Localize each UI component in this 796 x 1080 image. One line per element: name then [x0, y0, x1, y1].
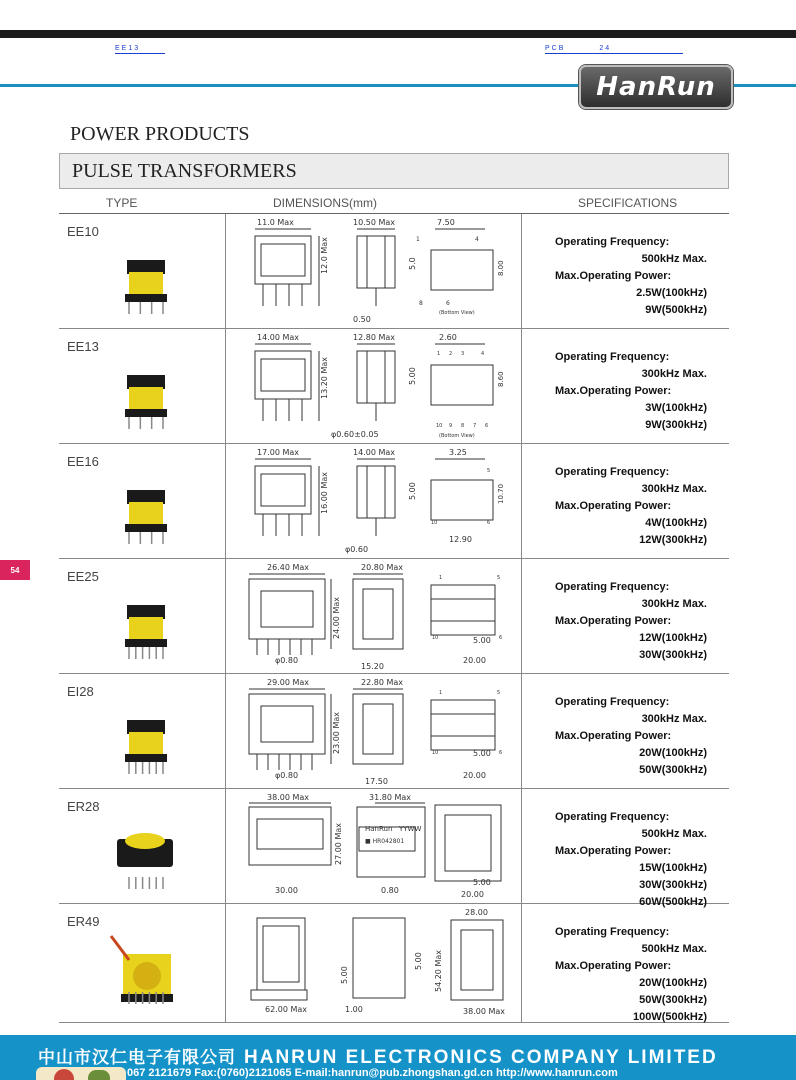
transformer-photo-icon [109, 819, 181, 891]
header-link-left[interactable]: EE13 [115, 45, 165, 54]
dimension-label: 17.50 [365, 777, 388, 786]
dimension-label: 5.00 [473, 878, 491, 887]
dimension-label: 14.00 Max [353, 448, 395, 457]
dimension-label: 8 [461, 423, 465, 429]
dimension-label: 22.80 Max [361, 678, 403, 687]
dimension-label: 5.00 [340, 966, 349, 984]
dimension-label: 12.80 Max [353, 333, 395, 342]
dimension-label: (Bottom View) [439, 310, 475, 316]
dimension-drawing [235, 789, 515, 903]
dimension-label: 23.00 Max [332, 712, 341, 754]
col-head-dimensions: DIMENSIONS(mm) [273, 196, 377, 210]
col-head-specifications: SPECIFICATIONS [578, 196, 678, 210]
specifications [555, 809, 707, 911]
dimension-label: φ0.60 [345, 545, 369, 554]
specifications [555, 694, 707, 779]
col-head-type: TYPE [106, 196, 138, 210]
dimension-label: 6 [499, 750, 503, 756]
dimension-label: 29.00 Max [267, 678, 309, 687]
spec-power-label: Max.Operating Power: [555, 385, 672, 397]
dimension-label: 17.00 Max [257, 448, 299, 457]
page-tab: 54 [0, 560, 30, 580]
spec-freq-value: 500kHz Max. [641, 828, 707, 840]
spec-power-label: Max.Operating Power: [555, 270, 672, 282]
product-type: ER49 [67, 914, 100, 929]
dimension-label: 7 [473, 423, 477, 429]
top-bar [0, 30, 796, 38]
dimension-label: 4 [475, 236, 479, 243]
dimension-label: 2 [449, 351, 453, 357]
spec-power-value: 100W(500kHz) [633, 1011, 707, 1023]
header-link-right-b: 24 [599, 45, 612, 52]
dimension-label: 3.25 [449, 448, 467, 457]
dimension-label: 1 [437, 351, 441, 357]
spec-power-label: Max.Operating Power: [555, 960, 672, 972]
table-row [59, 674, 729, 789]
dimension-drawing [235, 559, 515, 673]
spec-freq-label: Operating Frequency: [555, 236, 670, 248]
spec-power-value: 20W(100kHz) [639, 977, 707, 989]
company-name [38, 1043, 718, 1069]
dimension-drawing [235, 444, 515, 558]
spec-freq-label: Operating Frequency: [555, 466, 670, 478]
dimension-label: 13.20 Max [320, 357, 329, 399]
section-title: POWER PRODUCTS [70, 123, 250, 145]
spec-power-value: 30W(300kHz) [639, 879, 707, 891]
dimension-label: 38.00 Max [267, 793, 309, 802]
specifications [555, 234, 707, 319]
dimension-label: 8.00 [497, 260, 505, 276]
dimension-label: 8 [419, 300, 423, 307]
dimension-label: 0.80 [381, 886, 399, 895]
dimension-label: 1 [439, 690, 443, 696]
dimension-label: 1.00 [345, 1005, 363, 1014]
dimension-label: 1 [416, 236, 420, 243]
dimension-label: 12.0 Max [320, 237, 329, 274]
dimension-label: 6 [487, 520, 491, 526]
hanrun-logo [579, 65, 733, 109]
dimension-label: 5 [497, 575, 501, 581]
company-name-cn: 中山市汉仁电子有限公司 [38, 1048, 236, 1067]
product-type: EE16 [67, 454, 99, 469]
product-type: EI28 [67, 684, 94, 699]
table-row [59, 444, 729, 559]
dimension-label: HanRun [365, 825, 393, 833]
spec-power-label: Max.Operating Power: [555, 615, 672, 627]
dimension-drawing [235, 214, 515, 328]
transformer-photo-icon [109, 704, 181, 776]
dimension-label: 20.80 Max [361, 563, 403, 572]
transformer-photo-icon [109, 589, 181, 661]
dimension-label: 5.0 [408, 257, 417, 270]
table-row [59, 904, 729, 1023]
spec-power-value: 2.5W(100kHz) [636, 287, 707, 299]
dimension-label: 24.00 Max [332, 597, 341, 639]
spec-freq-value: 300kHz Max. [641, 713, 707, 725]
spec-freq-label: Operating Frequency: [555, 926, 670, 938]
dimension-label: 5.00 [473, 636, 491, 645]
spec-freq-value: 500kHz Max. [641, 943, 707, 955]
specifications [555, 464, 707, 549]
dimension-label: 1 [439, 575, 443, 581]
product-type: EE13 [67, 339, 99, 354]
dimension-drawing [235, 904, 515, 1018]
specifications [555, 924, 707, 1026]
dimension-label: YYWW [399, 825, 422, 833]
dimension-label: 20.00 [463, 771, 486, 780]
dimension-label: 54.20 Max [434, 950, 443, 992]
spec-power-value: 20W(100kHz) [639, 747, 707, 759]
dimension-label: 62.00 Max [265, 1005, 307, 1014]
dimension-label: 6 [446, 300, 450, 307]
dimension-label: 8.60 [497, 371, 505, 387]
dimension-label: 38.00 Max [463, 1007, 505, 1016]
dimension-label: 4 [481, 351, 485, 357]
spec-power-value: 50W(300kHz) [639, 994, 707, 1006]
dimension-label: φ0.60±0.05 [331, 430, 379, 439]
dimension-label: 11.0 Max [257, 218, 294, 227]
spec-power-label: Max.Operating Power: [555, 730, 672, 742]
dimension-label: 2.60 [439, 333, 457, 342]
header-link-right-a: PCB [545, 45, 566, 52]
product-type: EE10 [67, 224, 99, 239]
spec-power-value: 9W(300kHz) [645, 419, 707, 431]
spec-freq-label: Operating Frequency: [555, 696, 670, 708]
dimension-label: 5.00 [414, 952, 423, 970]
dimension-label: 5.00 [408, 367, 417, 385]
specifications [555, 349, 707, 434]
category-title: PULSE TRANSFORMERS [72, 160, 297, 182]
specifications [555, 579, 707, 664]
spec-freq-value: 500kHz Max. [641, 253, 707, 265]
dimension-label: 5 [497, 690, 501, 696]
dimension-label: 15.20 [361, 662, 384, 671]
dimension-label: 26.40 Max [267, 563, 309, 572]
company-name-en: HANRUN ELECTRONICS COMPANY LIMITED [244, 1047, 718, 1068]
spec-power-value: 12W(100kHz) [639, 632, 707, 644]
header-link-right[interactable] [545, 45, 683, 54]
spec-freq-label: Operating Frequency: [555, 811, 670, 823]
company-seal-icon [36, 1067, 126, 1080]
spec-power-value: 4W(100kHz) [645, 517, 707, 529]
dimension-label: 27.00 Max [334, 823, 343, 865]
spec-freq-label: Operating Frequency: [555, 351, 670, 363]
spec-freq-value: 300kHz Max. [641, 483, 707, 495]
dimension-label: 10 [436, 423, 443, 429]
dimension-label: 6 [485, 423, 489, 429]
dimension-label: 28.00 [465, 908, 488, 917]
transformer-photo-icon [109, 934, 181, 1006]
dimension-label: 10.70 [497, 483, 505, 504]
spec-power-value: 60W(500kHz) [639, 896, 707, 908]
dimension-label: 6 [499, 635, 503, 641]
dimension-label: φ0.80 [275, 771, 299, 780]
dimension-label: 0.50 [353, 315, 371, 324]
dimension-label: 20.00 [461, 890, 484, 899]
dimension-label: 3 [461, 351, 465, 357]
dimension-label: 12.90 [449, 535, 472, 544]
spec-power-value: 3W(100kHz) [645, 402, 707, 414]
category-band [59, 153, 729, 189]
dimension-drawing [235, 329, 515, 443]
dimension-label: ■ HR042801 [365, 838, 405, 845]
spec-power-value: 9W(500kHz) [645, 304, 707, 316]
table-row [59, 329, 729, 444]
dimension-label: 16.00 Max [320, 472, 329, 514]
dimension-label: 30.00 [275, 886, 298, 895]
product-table [59, 213, 729, 1023]
spec-freq-value: 300kHz Max. [641, 598, 707, 610]
table-row [59, 559, 729, 674]
logo-text: HanRun [596, 72, 716, 102]
dimension-label: 10 [431, 520, 438, 526]
dimension-label: 5.00 [473, 749, 491, 758]
spec-power-value: 15W(100kHz) [639, 862, 707, 874]
dimension-label: 14.00 Max [257, 333, 299, 342]
product-type: EE25 [67, 569, 99, 584]
dimension-label: 10 [432, 750, 439, 756]
dimension-label: 20.00 [463, 656, 486, 665]
spec-power-label: Max.Operating Power: [555, 500, 672, 512]
spec-freq-value: 300kHz Max. [641, 368, 707, 380]
dimension-label: 5.00 [408, 482, 417, 500]
table-row [59, 214, 729, 329]
spec-power-value: 12W(300kHz) [639, 534, 707, 546]
table-row [59, 789, 729, 908]
dimension-label: 10.50 Max [353, 218, 395, 227]
contact-line: 067 2121679 Fax:(0760)2121065 E-mail:hanrun@pub.zhongshan.gd.cn http://www.hanrun.com [127, 1067, 618, 1079]
transformer-photo-icon [109, 359, 181, 431]
product-type: ER28 [67, 799, 100, 814]
dimension-label: φ0.80 [275, 656, 299, 665]
dimension-label: 7.50 [437, 218, 455, 227]
dimension-label: (Bottom View) [439, 433, 475, 439]
spec-power-value: 50W(300kHz) [639, 764, 707, 776]
transformer-photo-icon [109, 244, 181, 316]
spec-power-value: 30W(300kHz) [639, 649, 707, 661]
transformer-photo-icon [109, 474, 181, 546]
spec-power-label: Max.Operating Power: [555, 845, 672, 857]
dimension-label: 9 [449, 423, 453, 429]
dimension-label: 5 [487, 468, 491, 474]
dimension-drawing [235, 674, 515, 788]
dimension-label: 31.80 Max [369, 793, 411, 802]
dimension-label: 10 [432, 635, 439, 641]
spec-freq-label: Operating Frequency: [555, 581, 670, 593]
